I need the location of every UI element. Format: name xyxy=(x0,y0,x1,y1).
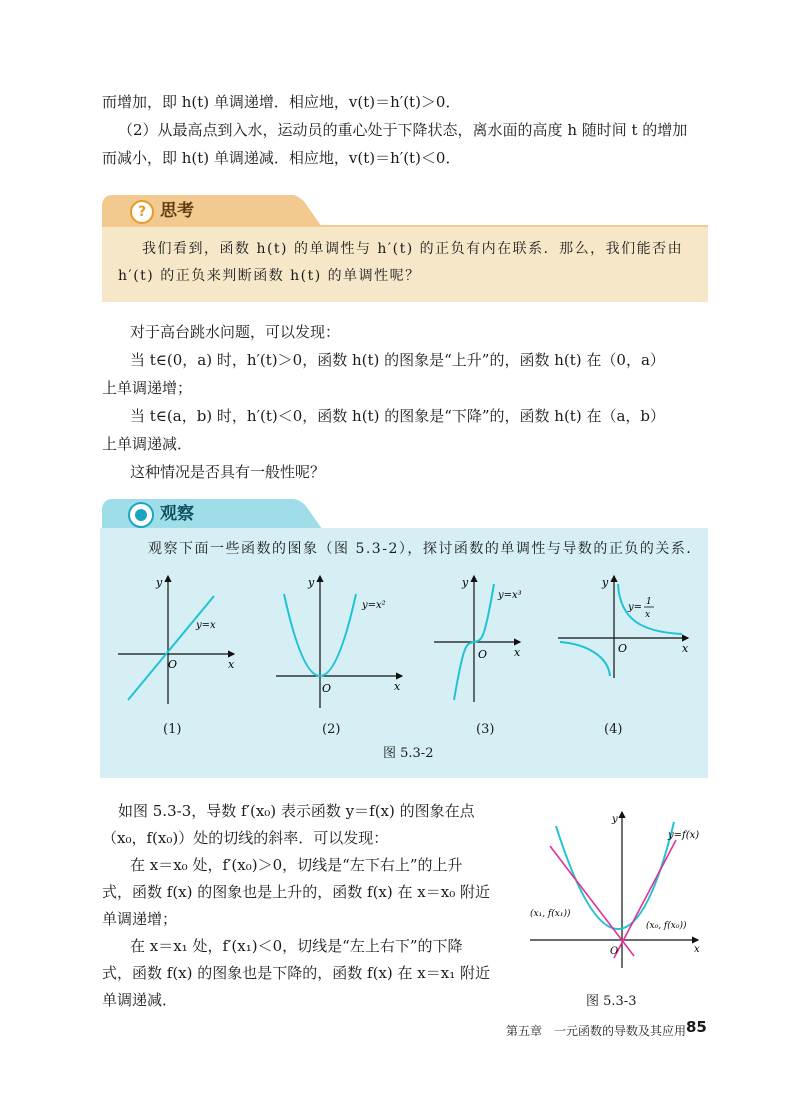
paragraph-line: （x₀，f(x₀)）处的切线的斜率．可以发现： xyxy=(102,829,389,847)
curve-label-prefix: y= xyxy=(628,602,643,613)
y-axis-label: y xyxy=(308,576,315,589)
paragraph-line: 式，函数 f(x) 的图象也是下降的，函数 f(x) 在 x＝x₁ 附近 xyxy=(102,964,490,982)
point-x1-label: (x₁, f(x₁)) xyxy=(530,909,571,919)
page-number: 85 xyxy=(686,1018,707,1036)
figure-533 xyxy=(528,808,708,970)
curve-label: y=x³ xyxy=(498,590,522,601)
graph-caption: (3) xyxy=(476,722,495,737)
curve-label: y=x xyxy=(196,620,216,631)
y-axis-label: y xyxy=(156,576,163,589)
paragraph-line: 对于高台跳水问题，可以发现： xyxy=(130,323,341,341)
x-axis-label: x xyxy=(682,642,689,655)
x-axis-label: x xyxy=(228,658,235,671)
paragraph-line: 单调递减． xyxy=(102,991,178,1009)
observe-title: 观察 xyxy=(160,504,194,524)
origin-label: O xyxy=(618,642,628,655)
paragraph-line: 式，函数 f(x) 的图象也是上升的，函数 f(x) 在 x＝x₀ 附近 xyxy=(102,883,490,901)
curve-reciprocal-left xyxy=(560,642,610,676)
origin-label: O xyxy=(478,648,488,661)
think-line: 我们看到，函数 h(t) 的单调性与 h′(t) 的正负有内在联系．那么，我们能否由 xyxy=(142,241,684,257)
curve-label: y=f(x) xyxy=(668,830,700,841)
think-line: h′(t) 的正负来判断函数 h(t) 的单调性呢？ xyxy=(118,268,421,284)
x-axis-label: x xyxy=(394,680,401,693)
paragraph-line: 而增加，即 h(t) 单调递增．相应地，v(t)＝h′(t)＞0． xyxy=(102,93,461,111)
paragraph-line: 在 x＝x₁ 处，f′(x₁)＜0，切线是“左上右下”的下降 xyxy=(130,937,463,955)
paragraph-line: 单调递增； xyxy=(102,910,178,928)
y-axis-label: y xyxy=(602,576,609,589)
paragraph-line: 上单调递减． xyxy=(102,435,193,453)
paragraph-line: 上单调递增； xyxy=(102,379,193,397)
curve-label-numerator: 1 xyxy=(646,597,652,607)
graph-cubic xyxy=(430,572,540,707)
paragraph-line: 而减小，即 h(t) 单调递减．相应地，v(t)＝h′(t)＜0． xyxy=(102,149,461,167)
curve-label-denominator: x xyxy=(645,610,651,620)
point-x0-label: (x₀, f(x₀)) xyxy=(646,921,687,931)
question-icon: ? xyxy=(130,200,154,224)
paragraph-line: 这种情况是否具有一般性呢？ xyxy=(130,463,326,481)
graph-reciprocal xyxy=(552,572,697,682)
observe-text: 观察下面一些函数的图象（图 5.3-2），探讨函数的单调性与导数的正负的关系． xyxy=(148,541,702,557)
graph-linear xyxy=(112,572,242,707)
curve-linear xyxy=(128,596,214,700)
y-axis-label: y xyxy=(462,576,469,589)
figure-caption: 图 5.3-3 xyxy=(586,994,637,1009)
paragraph-line: 在 x＝x₀ 处，f′(x₀)＞0，切线是“左下右上”的上升 xyxy=(130,856,463,874)
paragraph-line: 如图 5.3-3，导数 f′(x₀) 表示函数 y＝f(x) 的图象在点 xyxy=(118,802,475,820)
origin-label: O xyxy=(168,658,178,671)
curve-f xyxy=(556,822,674,929)
figure-caption: 图 5.3-2 xyxy=(383,746,434,761)
graph-caption: (1) xyxy=(163,722,182,737)
origin-label: O xyxy=(610,946,619,957)
graph-caption: (4) xyxy=(604,722,623,737)
graph-quadratic xyxy=(270,572,410,712)
paragraph-line: （2）从最高点到入水，运动员的重心处于下降状态，离水面的高度 h 随时间 t 的增加 xyxy=(118,121,688,139)
chapter-footer: 第五章 一元函数的导数及其应用 xyxy=(506,1024,687,1038)
x-axis-label: x xyxy=(514,646,521,659)
paragraph-line: 当 t∈(a，b) 时，h′(t)＜0，函数 h(t) 的图象是“下降”的，函数 h(t) 在（a，b） xyxy=(130,407,665,425)
paragraph-line: 当 t∈(0，a) 时，h′(t)＞0，函数 h(t) 的图象是“上升”的，函数 h(t) 在（0，a） xyxy=(130,351,665,369)
graph-caption: (2) xyxy=(322,722,341,737)
think-title: 思考 xyxy=(160,201,194,221)
curve-label: y=x² xyxy=(362,600,386,611)
y-axis-label: y xyxy=(612,814,618,825)
target-icon xyxy=(128,502,154,528)
origin-label: O xyxy=(322,682,332,695)
x-axis-label: x xyxy=(694,944,700,955)
